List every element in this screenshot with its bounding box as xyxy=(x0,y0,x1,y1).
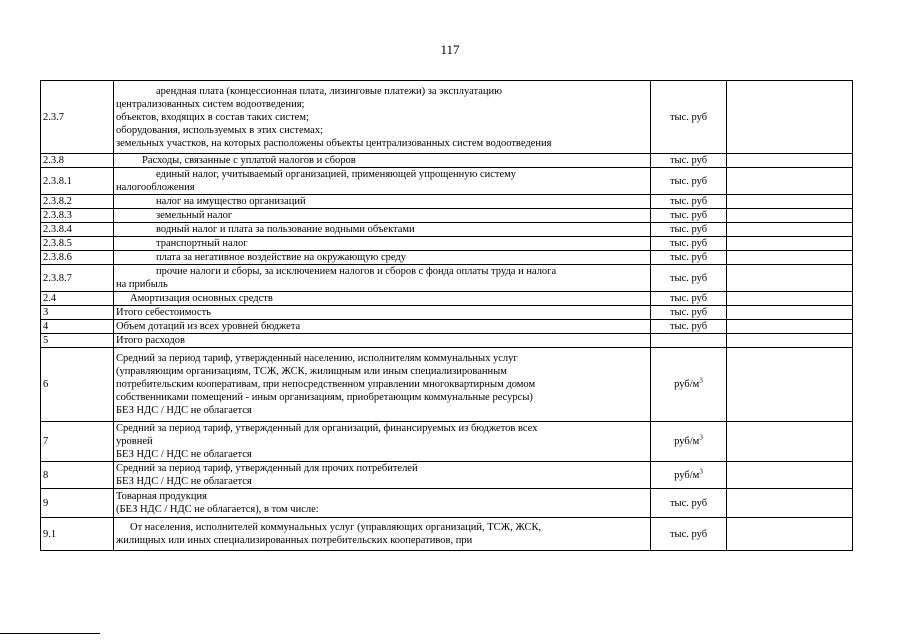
unit-label: тыс. руб xyxy=(669,497,708,509)
unit-cell xyxy=(651,265,727,292)
unit-label: тыс. руб xyxy=(669,175,708,187)
description-line: Расходы, связанные с уплатой налогов и сборов xyxy=(142,155,356,166)
description-line: налог на имущество организаций xyxy=(156,196,306,207)
unit-cell xyxy=(651,237,727,251)
row-description xyxy=(114,154,651,168)
unit-cell xyxy=(651,462,727,489)
unit-label: тыс. руб xyxy=(669,528,708,540)
unit-superscript: 3 xyxy=(699,433,703,442)
description-line: централизованных систем водоотведения; xyxy=(116,98,305,110)
value-cell xyxy=(727,265,853,292)
unit-cell xyxy=(651,81,727,154)
description-line: (БЕЗ НДС / НДС не облагается), в том числе: xyxy=(116,504,319,515)
row-description xyxy=(114,489,651,518)
description-line: (управляющим организациям, ТСЖ, ЖСК, жилищным или иным специализированным xyxy=(116,366,507,377)
value-cell xyxy=(727,154,853,168)
unit-cell xyxy=(651,334,727,348)
table-row xyxy=(41,154,853,168)
description-line: собственниками помещений - иным организациям, приобретающим коммунальные ресурсы) xyxy=(116,392,533,403)
unit-label: тыс. руб xyxy=(669,307,708,318)
description-line: Средний за период тариф, утвержденный для прочих потребителей xyxy=(116,463,418,474)
description-line: Средний за период тариф, утвержденный населению, исполнителям коммунальных услуг xyxy=(116,353,518,364)
value-cell xyxy=(727,168,853,195)
unit-cell xyxy=(651,320,727,334)
value-cell xyxy=(727,292,853,306)
table-row xyxy=(41,237,853,251)
row-number: 2.4 xyxy=(41,292,114,306)
value-cell xyxy=(727,320,853,334)
description-line: БЕЗ НДС / НДС не облагается xyxy=(116,449,252,460)
value-cell xyxy=(727,348,853,422)
scan-artifact-line xyxy=(0,633,100,634)
row-number: 4 xyxy=(41,320,114,334)
unit-label: тыс. руб xyxy=(669,293,708,304)
unit-label: тыс. руб xyxy=(669,224,708,235)
row-description xyxy=(114,348,651,422)
row-description xyxy=(114,209,651,223)
value-cell xyxy=(727,223,853,237)
description-line: на прибыль xyxy=(116,279,168,290)
unit-cell xyxy=(651,223,727,237)
table-row xyxy=(41,462,853,489)
value-cell xyxy=(727,422,853,462)
value-cell xyxy=(727,81,853,154)
description-line: Объем дотаций из всех уровней бюджета xyxy=(116,321,301,332)
row-description xyxy=(114,518,651,551)
table-row xyxy=(41,81,853,154)
table-row xyxy=(41,292,853,306)
row-description xyxy=(114,422,651,462)
row-number: 9 xyxy=(41,489,114,518)
table-row xyxy=(41,348,853,422)
unit-cell xyxy=(651,195,727,209)
description-line: От населения, исполнителей коммунальных услуг (управляющих организаций, ТСЖ, ЖСК, xyxy=(130,522,542,533)
table-row xyxy=(41,518,853,551)
unit-label: тыс. руб xyxy=(669,210,708,221)
indicators-table xyxy=(40,80,853,551)
description-line: Средний за период тариф, утвержденный для организаций, финансируемых из бюджетов всех xyxy=(116,423,538,434)
value-cell xyxy=(727,518,853,551)
table-row xyxy=(41,195,853,209)
table-row xyxy=(41,422,853,462)
row-number: 2.3.8.7 xyxy=(41,265,114,292)
row-description xyxy=(114,168,651,195)
description-line: земельных участков, на которых расположены объекты централизованных систем водоотведения xyxy=(116,137,552,149)
row-description xyxy=(114,81,651,154)
row-description xyxy=(114,320,651,334)
description-line: земельный налог xyxy=(156,210,233,221)
description-line: плата за негативное воздействие на окружающую среду xyxy=(156,252,407,263)
unit-label: тыс. руб xyxy=(669,252,708,263)
value-cell xyxy=(727,462,853,489)
unit-cell xyxy=(651,489,727,518)
row-description xyxy=(114,223,651,237)
value-cell xyxy=(727,237,853,251)
row-description xyxy=(114,251,651,265)
description-line: прочие налоги и сборы, за исключением налогов и сборов с фонда оплаты труда и налога xyxy=(156,266,557,277)
unit-cell xyxy=(651,422,727,462)
unit-cell xyxy=(651,348,727,422)
table-row xyxy=(41,306,853,320)
unit-cell xyxy=(651,306,727,320)
description-line: уровней xyxy=(116,436,153,447)
value-cell xyxy=(727,209,853,223)
description-line: транспортный налог xyxy=(156,238,248,249)
row-number: 2.3.8.5 xyxy=(41,237,114,251)
table-row xyxy=(41,334,853,348)
row-description xyxy=(114,195,651,209)
description-line: Товарная продукция xyxy=(116,491,207,502)
row-description xyxy=(114,462,651,489)
description-line: Итого себестоимость xyxy=(116,307,211,318)
unit-label: тыс. руб xyxy=(669,321,708,332)
description-line: оборудования, используемых в этих системах; xyxy=(116,124,324,136)
unit-cell xyxy=(651,209,727,223)
description-line: единый налог, учитываемый организацией, применяющей упрощенную систему xyxy=(156,169,517,180)
unit-label: тыс. руб xyxy=(669,238,708,249)
row-number: 9.1 xyxy=(41,518,114,551)
unit-label: тыс. руб xyxy=(669,155,708,166)
unit-label: тыс. руб xyxy=(669,196,708,207)
description-line: жилищных или иных специализированных потребительских кооперативов, при xyxy=(116,535,473,546)
unit-cell xyxy=(651,518,727,551)
value-cell xyxy=(727,251,853,265)
row-number: 2.3.8.4 xyxy=(41,223,114,237)
unit-label: руб/м xyxy=(674,469,700,481)
description-line: арендная плата (концессионная плата, лизинговые платежи) за эксплуатацию xyxy=(156,85,502,97)
row-number: 2.3.8.2 xyxy=(41,195,114,209)
unit-label: тыс. руб xyxy=(669,272,708,284)
value-cell xyxy=(727,306,853,320)
description-line: водный налог и плата за пользование водными объектами xyxy=(156,224,415,235)
unit-superscript: 3 xyxy=(699,376,703,385)
description-line: налогообложения xyxy=(116,182,195,193)
unit-label: тыс. руб xyxy=(669,111,708,123)
row-description xyxy=(114,265,651,292)
table-row xyxy=(41,223,853,237)
row-number: 2.3.8.6 xyxy=(41,251,114,265)
unit-cell xyxy=(651,251,727,265)
row-description xyxy=(114,237,651,251)
table-row xyxy=(41,168,853,195)
table-row xyxy=(41,265,853,292)
description-line: Итого расходов xyxy=(116,335,185,346)
unit-superscript: 3 xyxy=(699,467,703,475)
page-number: 117 xyxy=(440,42,460,57)
row-number: 5 xyxy=(41,334,114,348)
value-cell xyxy=(727,334,853,348)
value-cell xyxy=(727,195,853,209)
row-number: 7 xyxy=(41,422,114,462)
description-line: объектов, входящих в состав таких систем; xyxy=(116,111,309,123)
description-line: БЕЗ НДС / НДС не облагается xyxy=(116,405,252,416)
description-line: Амортизация основных средств xyxy=(130,293,273,304)
unit-cell xyxy=(651,292,727,306)
row-number: 2.3.8 xyxy=(41,154,114,168)
row-description xyxy=(114,306,651,320)
unit-label: руб/м xyxy=(674,436,700,447)
row-number: 2.3.8.1 xyxy=(41,168,114,195)
unit-cell xyxy=(651,168,727,195)
row-number: 3 xyxy=(41,306,114,320)
row-description xyxy=(114,334,651,348)
value-cell xyxy=(727,489,853,518)
table-row xyxy=(41,320,853,334)
table-row xyxy=(41,489,853,518)
description-line: потребительским кооперативам, при непосредственном управлении многоквартирным домом xyxy=(116,379,536,390)
row-number: 8 xyxy=(41,462,114,489)
row-number: 2.3.7 xyxy=(41,81,114,154)
table-row xyxy=(41,209,853,223)
table-row xyxy=(41,251,853,265)
description-line: БЕЗ НДС / НДС не облагается xyxy=(116,476,252,487)
unit-cell xyxy=(651,154,727,168)
unit-label: руб/м xyxy=(674,379,700,390)
row-number: 2.3.8.3 xyxy=(41,209,114,223)
row-description xyxy=(114,292,651,306)
row-number: 6 xyxy=(41,348,114,422)
